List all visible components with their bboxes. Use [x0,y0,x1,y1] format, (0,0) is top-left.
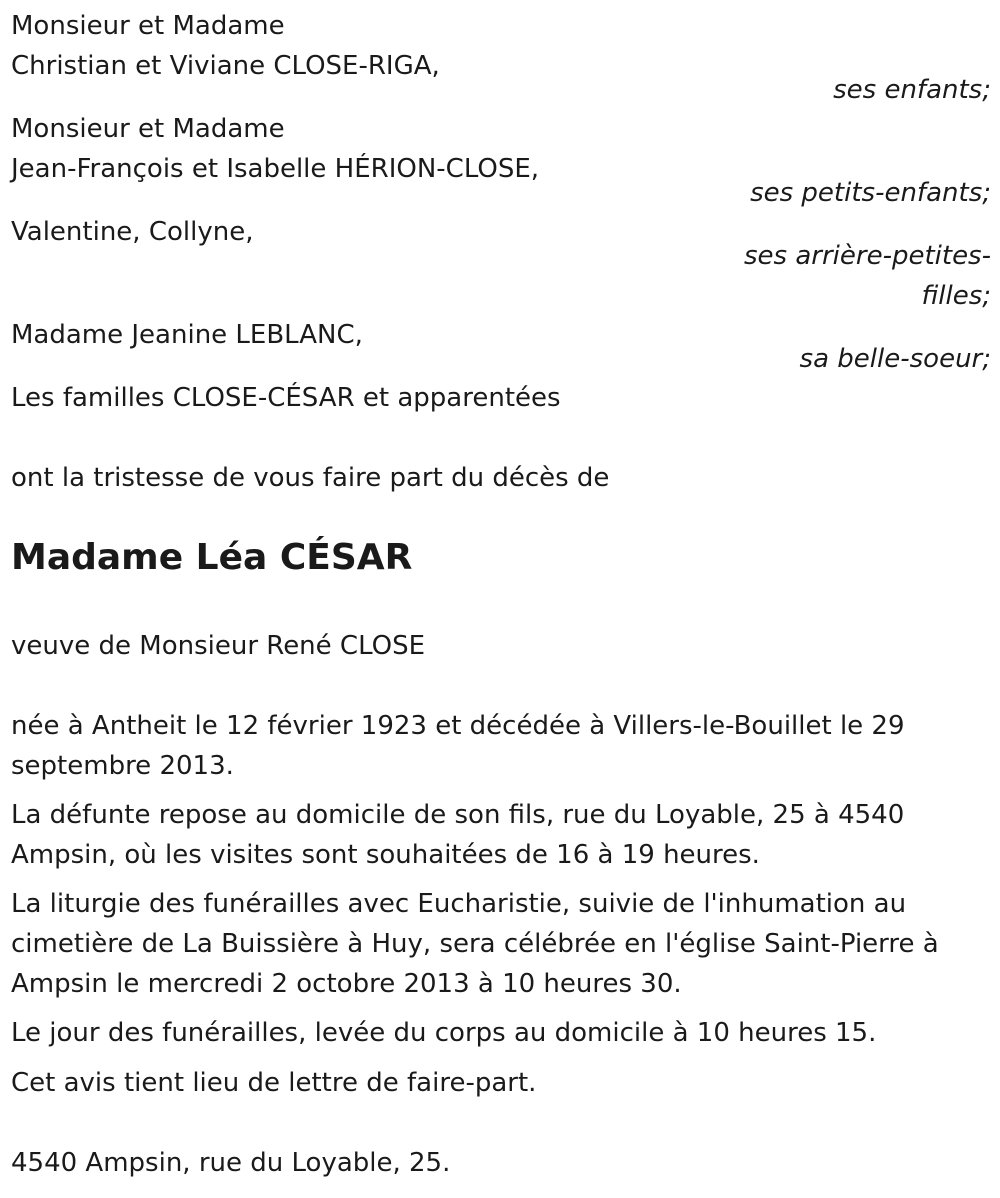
paragraph-birth-death: née à Antheit le 12 février 1923 et décédée à Villers-le-Bouillet le 29 septembre 2013. [11,711,905,781]
widow-of: veuve de Monsieur René CLOSE [11,631,426,661]
address: 4540 Ampsin, rue du Loyable, 25. [11,1148,451,1178]
group4-role: sa belle-soeur; [799,344,991,374]
group4-line1: Madame Jeanine LEBLANC, [11,320,363,350]
deceased-name: Madame Léa CÉSAR [11,537,413,578]
paragraph-levee: Le jour des funérailles, levée du corps au domicile à 10 heures 15. [11,1018,877,1048]
group3-role-line2: filles; [921,281,991,311]
group3-role-line1: ses arrière-petites- [744,241,991,271]
group1-role: ses enfants; [833,75,991,105]
group2-line1: Monsieur et Madame [11,114,285,144]
group2-role: ses petits-enfants; [750,178,991,208]
group3-line1: Valentine, Collyne, [11,217,254,247]
group2-line2: Jean-François et Isabelle HÉRION-CLOSE, [11,154,540,184]
group5-line1: Les familles CLOSE-CÉSAR et apparentées [11,383,561,413]
paragraph-liturgy: La liturgie des funérailles avec Eucharistie, suivie de l'inhumation au cimetière de La Buissière à Huy, sera célébrée en l'église Saint-Pierre à Ampsin le mercredi 2 octobre 2013 à 10 heures 30. [11,889,939,999]
group1-line1: Monsieur et Madame [11,11,285,41]
paragraph-notice: Cet avis tient lieu de lettre de faire-part. [11,1068,537,1098]
paragraph-visits: La défunte repose au domicile de son fils, rue du Loyable, 25 à 4540 Ampsin, où les visites sont souhaitées de 16 à 19 heures. [11,800,905,870]
announcement: ont la tristesse de vous faire part du décès de [11,463,610,493]
group1-line2: Christian et Viviane CLOSE-RIGA, [11,51,440,81]
